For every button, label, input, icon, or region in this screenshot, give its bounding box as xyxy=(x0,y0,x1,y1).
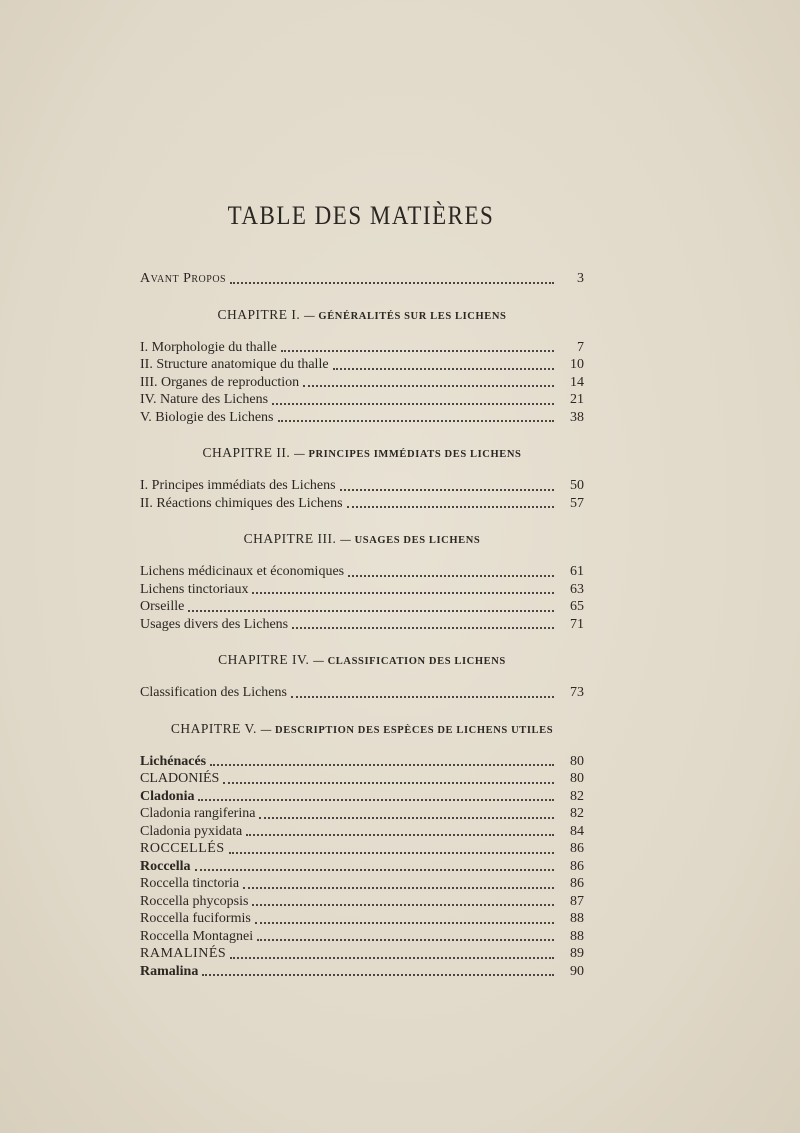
entry-label: Ramalina xyxy=(140,963,199,979)
dot-leader xyxy=(252,591,554,594)
toc-entry-avant-propos[interactable] xyxy=(140,270,584,288)
chapter-subtitle: — GÉNÉRALITÉS SUR LES LICHENS xyxy=(304,310,507,322)
toc-entry[interactable] xyxy=(140,616,584,634)
toc-entry[interactable] xyxy=(140,875,584,893)
entry-page: 73 xyxy=(570,685,584,700)
dot-leader xyxy=(246,833,554,836)
entry-page: 21 xyxy=(570,392,584,407)
entry-label: II. Réactions chimiques des Lichens xyxy=(140,495,343,511)
entry-page: 86 xyxy=(570,858,584,874)
entry-page: 3 xyxy=(577,271,584,286)
dot-leader xyxy=(198,798,554,801)
dot-leader xyxy=(188,609,554,612)
chapter-subtitle: — USAGES DES LICHENS xyxy=(340,535,481,546)
entry-label: Cladonia xyxy=(140,788,195,804)
entry-label: CLADONIÉS xyxy=(140,771,220,786)
entry-page: 86 xyxy=(570,841,584,856)
entry-label: V. Biologie des Lichens xyxy=(140,409,274,425)
entry-label: I. Principes immédiats des Lichens xyxy=(140,478,336,493)
toc-entry[interactable] xyxy=(140,805,584,823)
dot-leader xyxy=(281,349,554,352)
entry-label: Roccella fuciformis xyxy=(140,911,251,926)
entry-label: IV. Nature des Lichens xyxy=(140,392,269,407)
entry-label: Roccella tinctoria xyxy=(140,876,240,891)
entry-label: RAMALINÉS xyxy=(140,946,227,961)
dot-leader xyxy=(255,921,554,924)
dot-leader xyxy=(278,419,554,422)
chapter-subtitle: — PRINCIPES IMMÉDIATS DES LICHENS xyxy=(294,449,522,460)
dot-leader xyxy=(229,851,554,854)
entry-page: 82 xyxy=(570,806,584,821)
toc-entry[interactable] xyxy=(140,563,584,581)
entry-page: 38 xyxy=(570,409,584,425)
entry-label: Roccella xyxy=(140,858,191,874)
entry-label: Lichens tinctoriaux xyxy=(140,581,249,597)
entry-page: 84 xyxy=(570,823,584,839)
toc-entry[interactable] xyxy=(140,581,584,599)
dot-leader xyxy=(259,816,554,819)
dot-leader xyxy=(243,886,554,889)
page-title: TABLE DES MATIÈRES xyxy=(227,201,495,230)
dot-leader xyxy=(210,763,554,766)
toc-entry[interactable] xyxy=(140,858,584,876)
dot-leader xyxy=(272,402,554,405)
entry-label: Orseille xyxy=(140,599,185,614)
toc-entry[interactable] xyxy=(140,770,584,788)
entry-label: Avant Propos xyxy=(140,271,227,286)
dot-leader xyxy=(340,488,554,491)
toc-entry[interactable] xyxy=(140,753,584,771)
chapter-heading-2 xyxy=(140,443,584,463)
entry-page: 80 xyxy=(570,771,584,786)
entry-label: Cladonia rangiferina xyxy=(140,806,256,821)
chapter-heading-4 xyxy=(140,650,584,670)
entry-page: 80 xyxy=(570,753,584,769)
entry-label: Roccella phycopsis xyxy=(140,893,249,909)
toc-entry[interactable] xyxy=(140,684,584,702)
chapter-number: CHAPITRE IV. xyxy=(218,652,310,667)
entry-label: Usages divers des Lichens xyxy=(140,616,289,632)
toc-entry[interactable] xyxy=(140,893,584,911)
dot-leader xyxy=(347,505,554,508)
dot-leader xyxy=(348,574,554,577)
chapter-heading-5 xyxy=(140,719,584,739)
entry-label: II. Structure anatomique du thalle xyxy=(140,357,329,372)
toc-entry[interactable] xyxy=(140,928,584,946)
chapter-number: CHAPITRE III. xyxy=(243,531,337,546)
toc-entry[interactable] xyxy=(140,823,584,841)
toc-entry[interactable] xyxy=(140,339,584,357)
entry-page: 10 xyxy=(570,357,584,372)
entry-page: 50 xyxy=(570,478,584,493)
toc-entry[interactable] xyxy=(140,945,584,963)
entry-page: 88 xyxy=(570,911,584,926)
dot-leader xyxy=(303,384,554,387)
chapter-heading-1 xyxy=(140,305,584,325)
toc-entry[interactable] xyxy=(140,910,584,928)
toc-entry[interactable] xyxy=(140,598,584,616)
entry-label: Cladonia pyxidata xyxy=(140,823,243,839)
dot-leader xyxy=(223,781,554,784)
toc-entry[interactable] xyxy=(140,409,584,427)
entry-label: Lichens médicinaux et économiques xyxy=(140,564,345,579)
dot-leader xyxy=(291,695,554,698)
entry-page: 90 xyxy=(570,963,584,979)
toc-entry[interactable] xyxy=(140,788,584,806)
chapter-number: CHAPITRE I. xyxy=(217,306,301,322)
entry-page: 87 xyxy=(570,893,584,909)
dot-leader xyxy=(230,281,554,284)
entry-page: 14 xyxy=(570,374,584,390)
entry-page: 7 xyxy=(577,339,584,355)
toc-entry[interactable] xyxy=(140,477,584,495)
dot-leader xyxy=(202,973,554,976)
toc-entry[interactable] xyxy=(140,495,584,513)
entry-page: 57 xyxy=(570,495,584,511)
entry-page: 89 xyxy=(570,946,584,961)
entry-page: 88 xyxy=(570,928,584,944)
entry-label: ROCCELLÉS xyxy=(140,841,225,856)
entry-page: 86 xyxy=(570,876,584,891)
chapter-number: CHAPITRE II. xyxy=(202,445,291,460)
entry-label: Classification des Lichens xyxy=(140,685,287,700)
entry-page: 65 xyxy=(570,599,584,614)
toc-entry[interactable] xyxy=(140,356,584,374)
chapter-subtitle: — CLASSIFICATION DES LICHENS xyxy=(313,656,506,667)
chapter-heading-3 xyxy=(140,529,584,549)
toc-entry[interactable] xyxy=(140,391,584,409)
dot-leader xyxy=(252,903,554,906)
entry-page: 82 xyxy=(570,788,584,804)
dot-leader xyxy=(195,868,554,871)
entry-label: III. Organes de reproduction xyxy=(140,374,300,390)
entry-page: 61 xyxy=(570,564,584,579)
chapter-number: CHAPITRE V. xyxy=(170,720,257,736)
dot-leader xyxy=(230,956,554,959)
toc-entry[interactable] xyxy=(140,963,584,981)
dot-leader xyxy=(333,367,554,370)
entry-label: Lichénacés xyxy=(140,753,207,769)
entry-page: 71 xyxy=(570,616,584,632)
entry-label: I. Morphologie du thalle xyxy=(140,339,277,355)
entry-page: 63 xyxy=(570,581,584,597)
table-of-contents xyxy=(140,270,584,980)
entry-label: Roccella Montagnei xyxy=(140,928,254,944)
toc-entry[interactable] xyxy=(140,840,584,858)
chapter-subtitle: — DESCRIPTION DES ESPÈCES DE LICHENS UTILES xyxy=(260,724,554,736)
dot-leader xyxy=(292,626,554,629)
toc-entry[interactable] xyxy=(140,374,584,392)
dot-leader xyxy=(257,938,554,941)
